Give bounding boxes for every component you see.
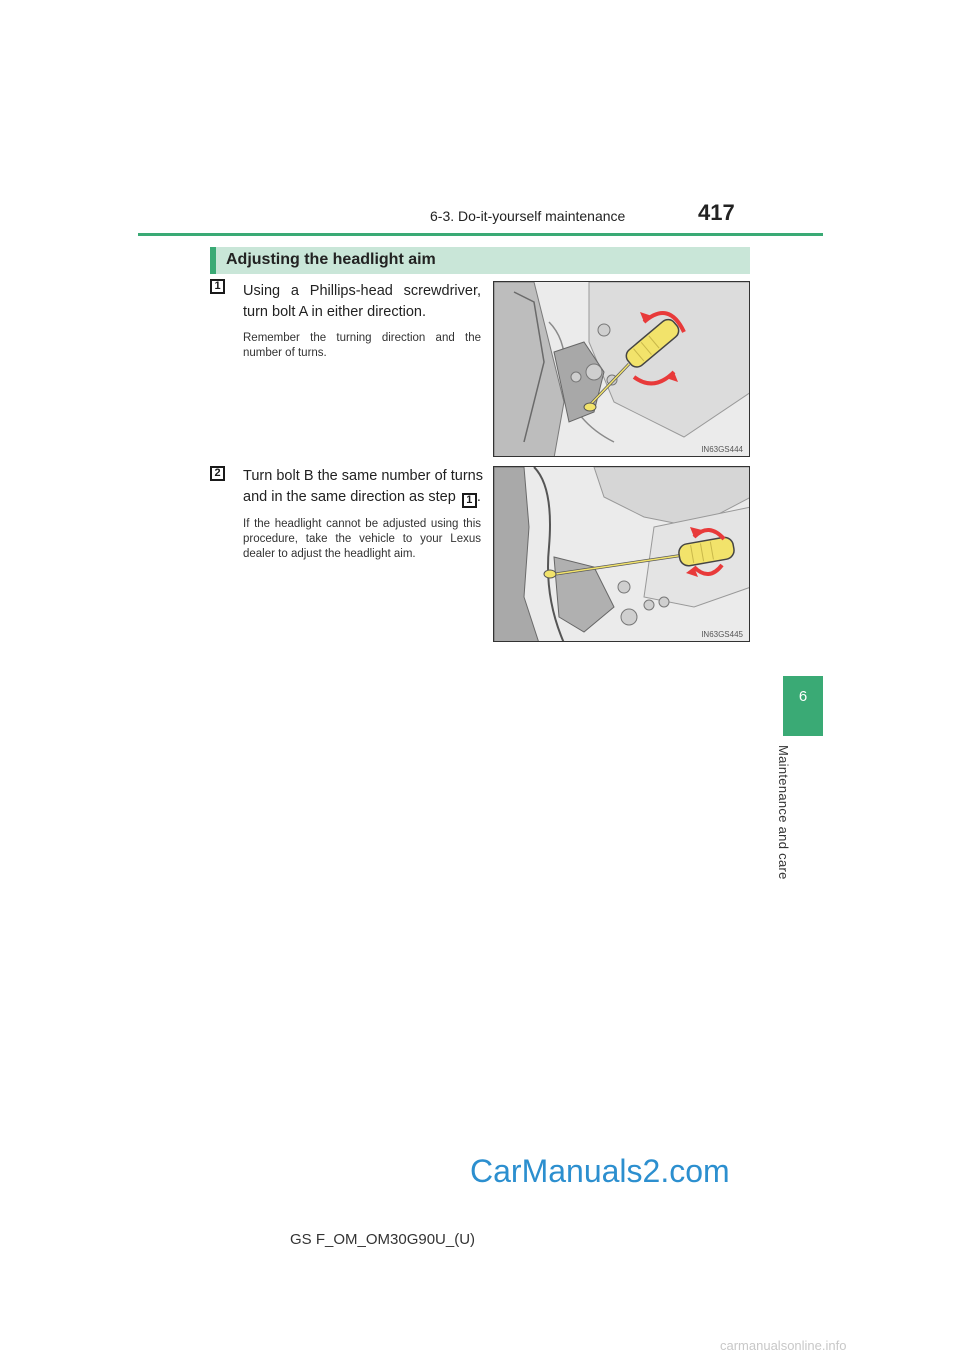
section-title: 6-3. Do-it-yourself maintenance [430, 208, 626, 224]
step-1-note: Remember the turning direction and the number of turns. [243, 332, 481, 359]
figure-code: IN63GS444 [701, 445, 743, 454]
step-2-text-end: . [476, 489, 481, 505]
step-2-note: If the headlight cannot be adjusted using this procedure, take the vehicle to your Lexus dealer to adjust the headlight aim. [243, 518, 481, 560]
step-number-1: 1 [210, 279, 225, 294]
headlight-bolt-a-illustration [494, 282, 750, 457]
document-code: GS F_OM_OM30G90U_(U) [290, 1231, 476, 1248]
section-heading-bar [210, 247, 750, 274]
step-number-2: 2 [210, 466, 225, 481]
step-1-illustration [493, 281, 750, 457]
section-heading: Adjusting the headlight aim [226, 251, 436, 268]
headlight-bolt-b-illustration [494, 467, 750, 642]
header-rule [138, 233, 823, 236]
chapter-number: 6 [798, 688, 808, 705]
step-ref-1: 1 [462, 493, 477, 508]
page-number: 417 [698, 200, 735, 225]
watermark-footer: carmanualsonline.info [720, 1338, 847, 1353]
chapter-tab [783, 676, 823, 736]
figure-code: IN63GS445 [701, 630, 743, 639]
watermark-logo: CarManuals2.com [470, 1153, 730, 1189]
step-2-text [243, 466, 483, 508]
step-2-illustration [493, 466, 750, 642]
chapter-title: Maintenance and care [776, 745, 791, 880]
step-2-text-main: Turn bolt B the same number of turns and in the same direction as step [243, 468, 483, 505]
step-1-text: Using a Phillips-head screwdriver, turn bolt A in either direction. [243, 283, 481, 320]
